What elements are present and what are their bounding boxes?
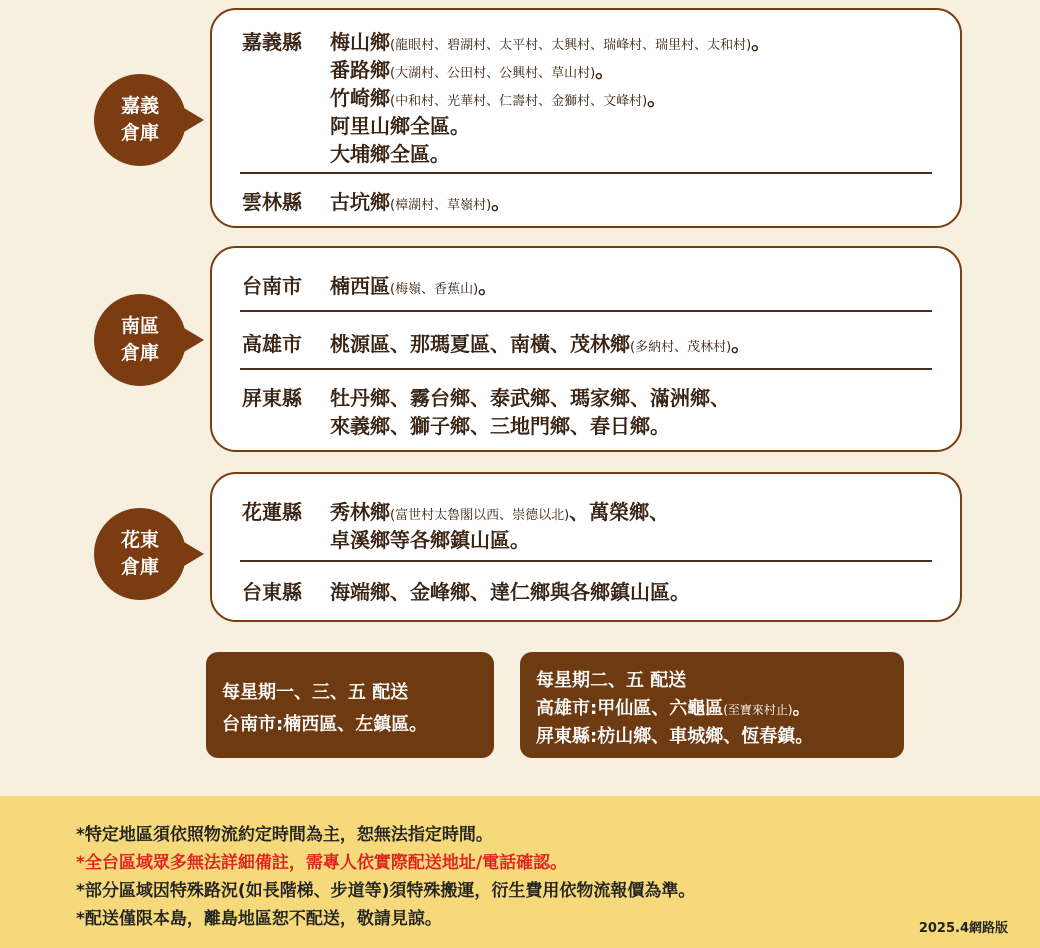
warehouse-chiayi-badge <box>94 74 186 166</box>
area-pingtung-line2: 來義鄉、獅子鄉、三地門鄉、春日鄉。 <box>330 414 670 438</box>
note-island: *配送僅限本島，離島地區恕不配送，敬請見諒。 <box>76 909 442 929</box>
area-taitung: 海端鄉、金峰鄉、達仁鄉與各鄉鎮山區。 <box>330 580 690 604</box>
notes-panel <box>0 796 1040 948</box>
warehouse-south-line1: 南區 <box>120 315 159 337</box>
area-zhuqi: 竹崎鄉(中和村、光華村、仁壽村、金獅村、文峰村)。 <box>330 86 668 110</box>
area-xiulin: 秀林鄉(富世村太魯閣以西、崇德以北)、萬榮鄉、 <box>330 500 670 524</box>
area-nanxi: 楠西區(梅嶺、香蕉山)。 <box>330 274 499 298</box>
warehouse-chiayi-line1: 嘉義 <box>120 95 159 117</box>
area-alishan: 阿里山鄉全區。 <box>330 114 470 138</box>
warehouse-south-line2: 倉庫 <box>120 342 159 364</box>
note-confirm: *全台區域眾多無法詳細備註，需專人依實際配送地址/電話確認。 <box>76 853 568 873</box>
divider <box>240 172 932 174</box>
schedule-1-area: 台南市:楠西區、左鎮區。 <box>222 714 428 735</box>
note-special-fee: *部分區域因特殊路況(如長階梯、步道等)須特殊搬運，衍生費用依物流報價為準。 <box>76 881 696 901</box>
county-kaohsiung: 高雄市 <box>242 332 302 356</box>
warehouse-chiayi-line2: 倉庫 <box>120 122 159 144</box>
schedule-2-days: 每星期二、五 配送 <box>536 670 687 691</box>
county-hualien: 花蓮縣 <box>242 500 302 524</box>
divider <box>240 310 932 312</box>
area-fanlu: 番路鄉(大湖村、公田村、公興村、草山村)。 <box>330 58 616 82</box>
schedule-2-kaohsiung: 高雄市:甲仙區、六龜區(至寶來村止)。 <box>536 698 811 719</box>
area-gukeng: 古坑鄉(樟湖村、草嶺村)。 <box>330 190 512 214</box>
divider <box>240 368 932 370</box>
county-chiayi: 嘉義縣 <box>242 30 302 54</box>
south-area-box <box>210 246 962 452</box>
schedule-tue-fri <box>520 652 904 758</box>
area-dapu: 大埔鄉全區。 <box>330 142 450 166</box>
county-yunlin: 雲林縣 <box>242 190 302 214</box>
county-taitung: 台東縣 <box>242 580 302 604</box>
version-label: 2025.4網路版 <box>918 921 1008 936</box>
chiayi-area-box <box>210 8 962 228</box>
area-pingtung-line1: 牡丹鄉、霧台鄉、泰武鄉、瑪家鄉、滿洲鄉、 <box>330 386 730 410</box>
east-area-box <box>210 472 962 622</box>
schedule-2-pingtung: 屏東縣:枋山鄉、車城鄉、恆春鎮。 <box>536 726 814 747</box>
area-zhuoxi: 卓溪鄉等各鄉鎮山區。 <box>330 528 530 552</box>
county-pingtung: 屏東縣 <box>242 386 302 410</box>
warehouse-east-badge <box>94 508 186 600</box>
note-time: *特定地區須依照物流約定時間為主，恕無法指定時間。 <box>76 825 493 845</box>
schedule-1-days: 每星期一、三、五 配送 <box>222 682 409 703</box>
warehouse-east-line1: 花東 <box>120 529 159 551</box>
divider <box>240 560 932 562</box>
county-tainan: 台南市 <box>242 274 302 298</box>
warehouse-south-badge <box>94 294 186 386</box>
area-meishan: 梅山鄉(龍眼村、碧湖村、太平村、太興村、瑞峰村、瑞里村、太和村)。 <box>330 30 772 54</box>
schedule-mon-wed-fri <box>206 652 494 758</box>
warehouse-east-line2: 倉庫 <box>120 556 159 578</box>
area-kaohsiung: 桃源區、那瑪夏區、南橫、茂林鄉(多納村、茂林村)。 <box>330 332 752 356</box>
